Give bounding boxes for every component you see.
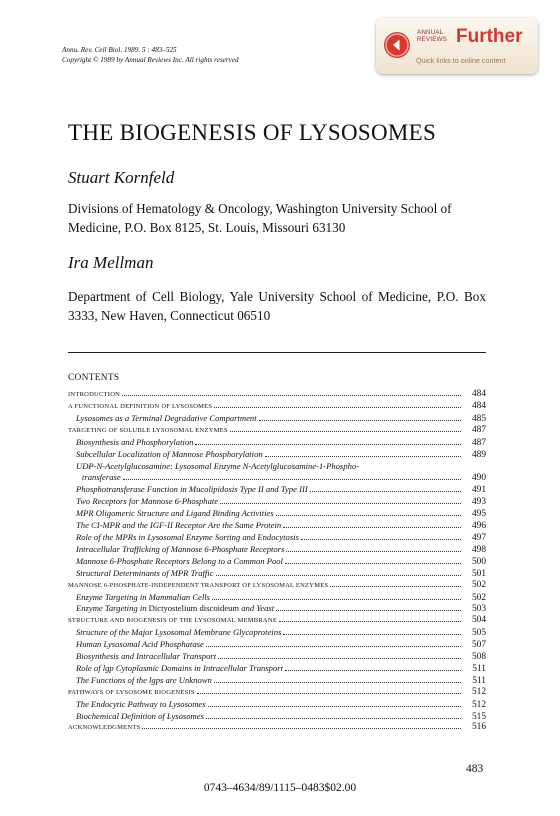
dot-leader [283,628,461,635]
toc-entry-title: The Functions of the lgps are Unknown [76,674,212,685]
page-number: 483 [466,763,484,775]
dot-leader [276,604,461,611]
toc-entry [68,449,486,461]
dot-leader [259,414,461,421]
toc-entry-page: 512 [471,699,486,710]
dot-leader [230,425,461,432]
dot-leader [301,533,461,540]
toc-entry-page: 484 [471,389,486,399]
toc-entry-page: 511 [472,663,486,674]
toc-entry [68,627,486,639]
toc-entry-title-part: and Yeast [239,603,275,614]
dot-leader [330,580,461,587]
toc-entry [68,603,486,615]
toc-entry [68,687,486,699]
toc-entry-page: 493 [471,497,486,508]
toc-entry-page: 497 [471,532,486,543]
toc-entry-page: 504 [471,615,486,626]
toc-entry [68,508,486,520]
journal-citation: Annu. Rev. Cell Biol. 1989. 5 : 483–525 [62,46,177,54]
toc-entry-title: Lysosomes as a Terminal Degradative Compartment [76,412,257,423]
toc-entry [68,472,486,484]
toc-entry [68,520,486,532]
toc-entry-page: 496 [471,521,486,532]
toc-entry-title-part: Enzyme Targeting in [76,603,149,614]
paper-title: THE BIOGENESIS OF LYSOSOMES [68,120,437,145]
toc-entry [68,639,486,651]
dot-leader [285,557,461,564]
dot-leader [218,652,461,659]
reviews-text: REVIEWS [417,35,447,43]
dot-leader [195,438,461,445]
toc-entry-page: 512 [471,686,486,697]
toc-entry-title: The CI-MPR and the IGF-II Receptor Are the Same Protein [76,520,282,531]
author-name: Stuart Kornfeld [68,168,175,187]
dot-leader [276,509,461,516]
dot-leader [265,450,461,457]
dot-leader [197,687,461,694]
toc-entry-title: TARGETING OF SOLUBLE LYSOSOMAL ENZYMES [68,426,228,434]
dot-leader [285,664,461,671]
toc-entry [68,711,486,723]
dot-leader [206,640,461,647]
author-affiliation: Department of Cell Biology, Yale University School of Medicine, P.O. Box 3333, New Haven, Connecticut 06510 [68,289,486,323]
toc-entry [68,592,486,604]
dot-leader [123,473,461,480]
further-text: Further [456,26,523,47]
toc-entry-page: 505 [471,628,486,639]
toc-entry-page: 502 [471,592,486,603]
toc-entry [68,413,486,425]
toc-entry-page: 485 [471,413,486,424]
organism-name: Dictyostelium discoideum [148,603,240,614]
toc-entry-page: 511 [472,675,486,686]
toc-entry-title: Role of the MPRs in Lysosomal Enzyme Sorting and Endocytosis [76,531,299,542]
toc-entry-title: Enzyme Targeting in Mammalian Cells [76,591,210,602]
toc-entry [68,663,486,675]
toc-entry-page: 515 [471,711,486,722]
toc-entry-title: PATHWAYS OF LYSOSOME BIOGENESIS [68,688,195,696]
dot-leader [310,485,461,492]
toc-entry-title: The Endocytic Pathway to Lysosomes [76,698,206,709]
toc-entry [68,389,486,401]
toc-entry-page: 487 [471,424,486,435]
toc-entry [68,496,486,508]
further-badge[interactable] [376,18,538,74]
toc-entry-page: 516 [471,722,486,733]
toc-entry-title: Structure of the Major Lysosomal Membrane Glycoproteins [76,627,282,638]
toc-entry-title: Two Receptors for Mannose 6-Phosphate [76,496,219,507]
toc-entry-title: ACKNOWLEDGMENTS [68,724,141,732]
toc-entry [68,675,486,687]
dot-leader [206,712,461,719]
dot-leader [214,401,461,408]
toc-entry [68,532,486,544]
issn-line: 0743–4634/89/1115–0483$02.00 [203,782,357,794]
toc-entry-page: 501 [471,568,486,579]
toc-entry [68,460,486,472]
toc-entry-title: A FUNCTIONAL DEFINITION OF LYSOSOMES [68,402,213,410]
toc-entry-title: Mannose 6-Phosphate Receptors Belong to a Common Pool [76,555,283,566]
toc-entry-title: MANNOSE 6-PHOSPHATE-INDEPENDENT TRANSPORT OF LYSOSOMAL ENZYMES [68,581,329,589]
annual-text: ANNUAL [417,29,444,36]
table-of-contents [68,389,486,734]
toc-entry-page: 487 [471,437,486,448]
toc-entry-title: Phosphotransferase Function in Mucolipidosis Type II and Type III [76,484,308,495]
dot-leader [208,700,461,707]
dot-leader [214,676,461,683]
contents-heading: CONTENTS [68,373,120,383]
divider [68,352,486,353]
toc-entry [68,699,486,711]
toc-entry-title: Subcellular Localization of Mannose Phosphorylation [76,448,263,459]
toc-entry-page: 490 [471,473,486,484]
toc-entry [68,568,486,580]
toc-entry-title: Biosynthesis and Phosphorylation [76,436,194,447]
dot-leader [220,497,461,504]
dot-leader [286,545,461,552]
toc-entry-page: 502 [471,579,486,590]
toc-entry [68,556,486,568]
toc-entry-page: 498 [471,544,486,555]
toc-entry-page: 508 [471,652,486,663]
toc-entry [68,437,486,449]
annual-reviews-label [417,30,447,44]
dot-leader [122,389,461,396]
author-name: Ira Mellman [68,253,154,272]
dot-leader [212,593,461,600]
dot-leader [216,569,462,576]
toc-entry [68,615,486,627]
toc-entry-page: 491 [471,485,486,496]
toc-entry-title [68,603,274,614]
dot-leader [283,521,461,528]
toc-entry-title: transferase [82,472,121,483]
toc-entry-title: Intracellular Trafficking of Mannose 6-Phosphate Receptors [76,543,285,554]
toc-entry-title: UDP-N-Acetylglucosamine: Lysosomal Enzyme N-Acetylglucosamine-1-Phospho- [76,461,360,472]
toc-entry [68,651,486,663]
toc-entry-title: MPR Oligomeric Structure and Ligand Binding Activities [76,508,274,519]
toc-entry-title: Biosynthesis and Intracellular Transport [76,651,217,662]
toc-entry-page: 489 [471,449,486,460]
toc-entry [68,580,486,592]
toc-entry-title: Biochemical Definition of Lysosomes [76,710,204,721]
toc-entry [68,484,486,496]
toc-entry-title: Role of lgp Cytoplasmic Domains in Intracellular Transport [76,662,283,673]
toc-entry [68,425,486,437]
toc-entry-title: Human Lysosomal Acid Phosphatase [76,639,204,650]
dot-leader [279,615,461,622]
play-arrow-icon [384,32,410,58]
toc-entry-page: 507 [471,640,486,651]
dot-leader [142,722,461,729]
toc-entry-title: STRUCTURE AND BIOGENESIS OF THE LYSOSOMAL MEMBRANE [68,617,278,625]
toc-entry [68,722,486,734]
toc-entry [68,401,486,413]
toc-entry-page: 495 [471,509,486,520]
toc-entry-title: INTRODUCTION [68,391,121,398]
toc-entry [68,544,486,556]
toc-entry-page: 500 [471,556,486,567]
toc-entry-page: 484 [471,400,486,411]
author-affiliation: Divisions of Hematology & Oncology, Washington University School of Medicine, P.O. Box 8125, St. Louis, Missouri 63130 [68,201,452,235]
toc-entry-page: 503 [471,604,486,615]
copyright-notice: Copyright © 1989 by Annual Reviews Inc. All rights reserved [62,56,239,64]
toc-entry-title: Structural Determinants of MPR Traffic [76,567,214,578]
quick-links-text: Quick links to online content [416,56,506,65]
